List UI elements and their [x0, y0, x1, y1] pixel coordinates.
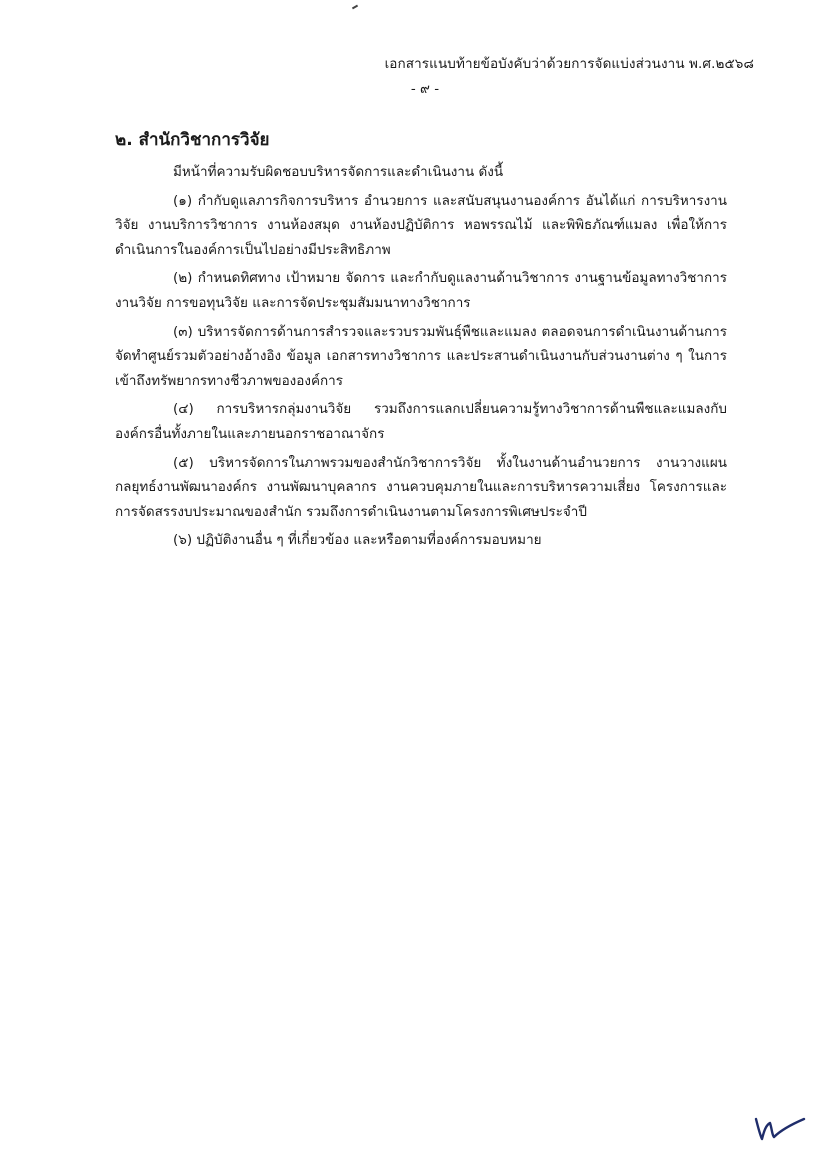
- duty-item-4: (๔) การบริหารกลุ่มงานวิจัย รวมถึงการแลกเปลี่ยนความรู้ทางวิชาการด้านพืชและแมลงกับองค์กรอื่นทั้งภายในและภายนอกราชอาณาจักร: [115, 401, 727, 442]
- duty-item-1: (๑) กำกับดูแลภารกิจการบริหาร อำนวยการ และสนับสนุนงานองค์การ อันได้แก่ การบริหารงานวิจัย งานบริการวิชาการ งานห้องสมุด งานห้องปฏิบัติการ หอพรรณไม้ และพิพิธภัณฑ์แมลง เพื่อให้การดำเนินการในองค์การเป็นไปอย่างมีประสิทธิภาพ: [115, 192, 727, 258]
- handwritten-initial-signature: [750, 1105, 810, 1145]
- duty-item-5: (๕) บริหารจัดการในภาพรวมของสำนักวิชาการวิจัย ทั้งในงานด้านอำนวยการ งานวางแผนกลยุทธ์งานพัฒนาองค์กร งานพัฒนาบุคลากร งานควบคุมภายในและการบริหารความเสี่ยง โครงการและการจัดสรรงบประมาณของสำนัก รวมถึงการดำเนินงานตามโครงการพิเศษประจำปี: [115, 454, 727, 520]
- section-title: ๒. สำนักวิชาการวิจัย: [115, 130, 270, 150]
- section-body: [115, 160, 727, 553]
- duty-item-2: (๒) กำหนดทิศทาง เป้าหมาย จัดการ และกำกับดูแลงานด้านวิชาการ งานฐานข้อมูลทางวิชาการงานวิจัย การขอทุนวิจัย และการจัดประชุมสัมมนาทางวิชาการ: [115, 270, 727, 311]
- duty-item-6: (๖) ปฏิบัติงานอื่น ๆ ที่เกี่ยวข้อง และหรือตามที่องค์การมอบหมาย: [173, 532, 542, 549]
- page-number: - ๙ -: [410, 81, 440, 97]
- duty-item-3: (๓) บริหารจัดการด้านการสำรวจและรวบรวมพันธุ์พืชและแมลง ตลอดจนการดำเนินงานด้านการจัดทำศูนย์รวมตัวอย่างอ้างอิง ข้อมูล เอกสารทางวิชาการ และประสานดำเนินงานกับส่วนงานต่าง ๆ ในการเข้าถึงทรัพยากรทางชีวภาพขององค์การ: [115, 323, 727, 389]
- document-header-title: เอกสารแนบท้ายข้อบังคับว่าด้วยการจัดแบ่งส่วนงาน พ.ศ.๒๕๖๘: [384, 56, 754, 72]
- scan-mark: [352, 5, 358, 10]
- section-intro: มีหน้าที่ความรับผิดชอบบริหารจัดการและดำเนินงาน ดังนี้: [173, 164, 504, 180]
